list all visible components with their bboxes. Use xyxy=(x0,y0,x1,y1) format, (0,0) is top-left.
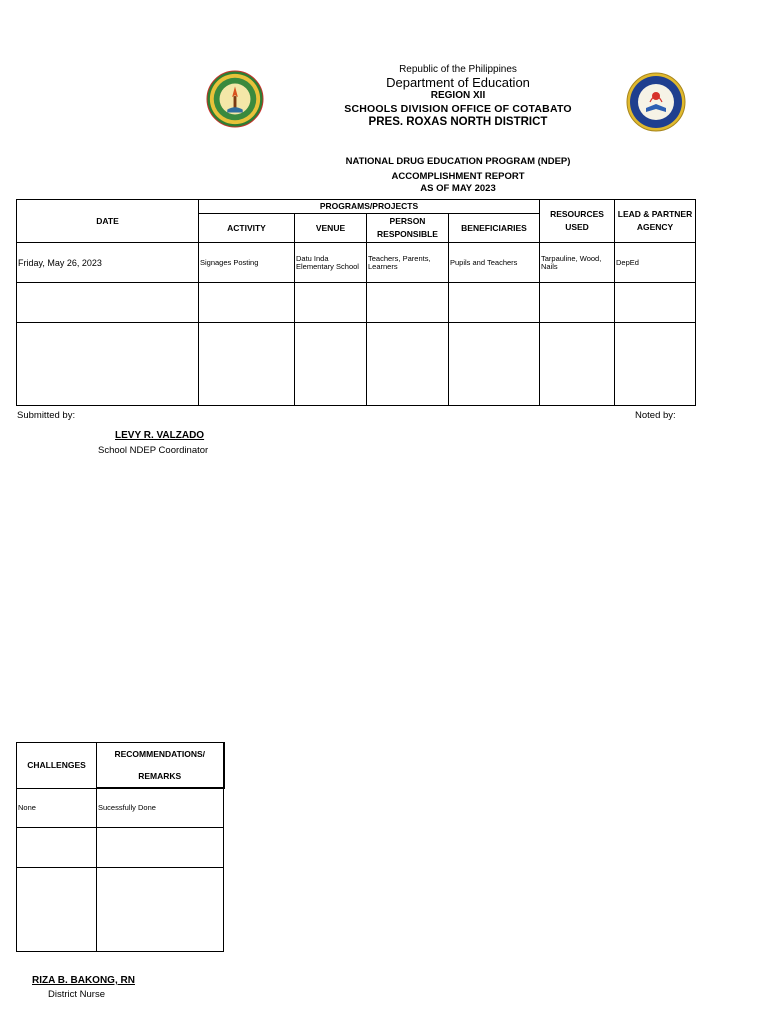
recommendations-header-line1: RECOMMENDATIONS/ xyxy=(114,749,205,759)
submitted-by-label: Submitted by: xyxy=(17,410,76,421)
district-text: PRES. ROXAS NORTH DISTRICT xyxy=(368,116,548,128)
col-header-date: DATE xyxy=(17,200,199,243)
noted-by-label: Noted by: xyxy=(635,410,676,421)
department-text: Department of Education xyxy=(386,75,530,90)
col-header-resources: RESOURCES USED xyxy=(540,200,615,243)
col-header-programs-projects: PROGRAMS/PROJECTS xyxy=(199,200,540,214)
table-row xyxy=(17,827,224,867)
nurse-title: District Nurse xyxy=(48,989,106,1000)
coordinator-name: LEVY R. VALZADO xyxy=(115,430,205,441)
table-row xyxy=(17,788,224,827)
cell-resources: Tarpauline, Wood, Nails xyxy=(540,243,615,283)
deped-division-seal-logo xyxy=(206,70,264,128)
republic-text: Republic of the Philippines xyxy=(399,64,517,75)
report-title-period: AS OF MAY 2023 xyxy=(420,183,496,194)
cell-activity: Signages Posting xyxy=(199,243,295,283)
col-header-beneficiaries: BENEFICIARIES xyxy=(449,214,540,243)
col-header-lead-agency: LEAD & PARTNER AGENCY xyxy=(615,200,696,243)
col-header-person-responsible: PERSON RESPONSIBLE xyxy=(367,214,449,243)
col-header-venue: VENUE xyxy=(295,214,367,243)
challenges-table xyxy=(16,742,225,952)
cell-lead-agency: DepEd xyxy=(615,243,696,283)
cell-date: Friday, May 26, 2023 xyxy=(17,243,199,283)
cell-venue: Datu Inda Elementary School xyxy=(295,243,367,283)
cell-remark: Sucessfully Done xyxy=(97,788,224,827)
col-header-challenges: CHALLENGES xyxy=(17,743,97,789)
col-header-activity: ACTIVITY xyxy=(199,214,295,243)
recommendations-header-line2: REMARKS xyxy=(138,771,182,781)
cell-beneficiaries: Pupils and Teachers xyxy=(449,243,540,283)
report-title-program: NATIONAL DRUG EDUCATION PROGRAM (NDEP) xyxy=(345,156,571,167)
col-header-recommendations xyxy=(97,743,224,789)
table-row xyxy=(17,283,696,323)
region-text: REGION XII xyxy=(430,90,486,101)
table-row xyxy=(17,867,224,951)
accomplishment-table xyxy=(16,199,696,406)
district-seal-logo xyxy=(626,72,686,132)
nurse-name: RIZA B. BAKONG, RN xyxy=(32,975,135,986)
cell-challenge: None xyxy=(17,788,97,827)
coordinator-title: School NDEP Coordinator xyxy=(98,445,209,456)
division-text: SCHOOLS DIVISION OFFICE OF COTABATO xyxy=(344,103,572,115)
report-title-type: ACCOMPLISHMENT REPORT xyxy=(391,171,525,182)
table-row xyxy=(17,243,696,283)
cell-person-responsible: Teachers, Parents, Learners xyxy=(367,243,449,283)
table-row xyxy=(17,323,696,406)
